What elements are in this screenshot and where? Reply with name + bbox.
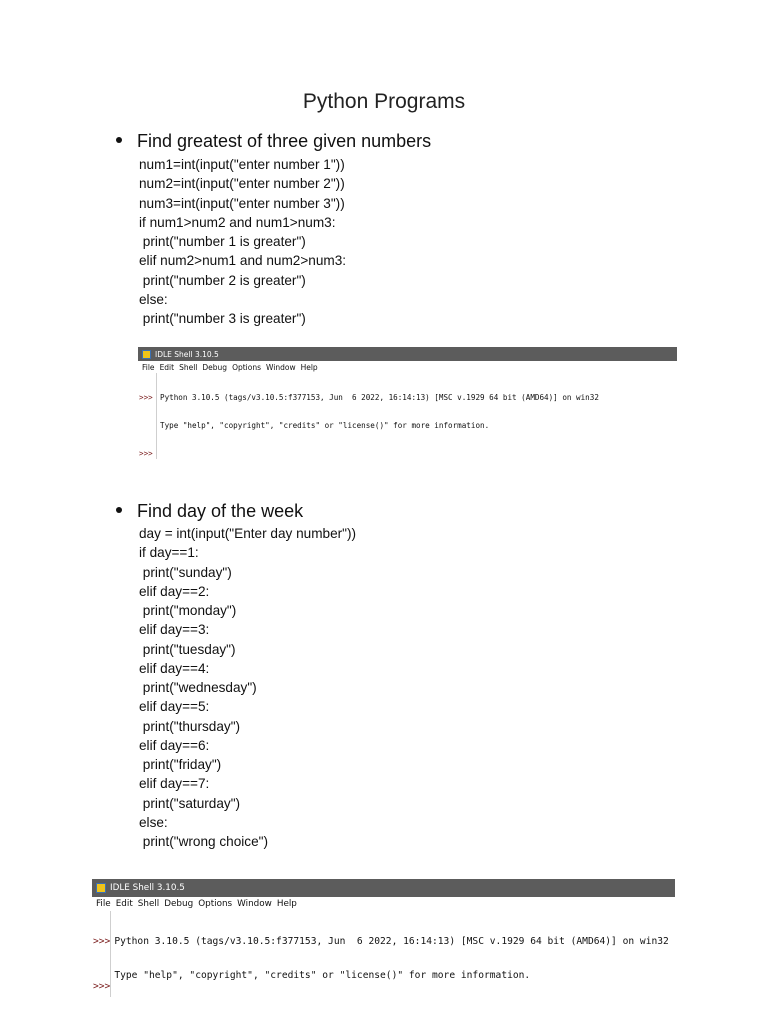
- code-line: print("number 1 is greater"): [139, 234, 306, 249]
- menu-window[interactable]: Window: [266, 362, 296, 372]
- code-line: if day==1:: [139, 545, 199, 561]
- code-line: print("wednesday"): [139, 680, 257, 695]
- idle-menubar: [138, 361, 677, 373]
- prompt: >>>: [93, 981, 111, 993]
- shell-output[interactable]: [157, 373, 599, 459]
- python-idle-icon: [96, 883, 106, 893]
- code-line: else:: [139, 291, 168, 307]
- idle-shell-screenshot-2: [92, 879, 675, 997]
- code-line: if num1>num2 and num1>num3:: [139, 214, 336, 230]
- code-line: print("thursday"): [139, 718, 241, 734]
- menu-help[interactable]: Help: [300, 362, 318, 372]
- banner-line: Type "help", "copyright", "credits" or "license()" for more information.: [114, 970, 531, 982]
- menu-edit[interactable]: Edit: [115, 899, 133, 909]
- code-line: elif day==7:: [139, 776, 210, 792]
- code-line: print("tuesday"): [139, 641, 236, 657]
- code-line: print("friday"): [139, 757, 222, 772]
- code-line: print("saturday"): [139, 795, 241, 811]
- idle-titlebar: [138, 347, 677, 361]
- code-line: print("wrong choice"): [139, 834, 269, 849]
- banner-line: Python 3.10.5 (tags/v3.10.5:f377153, Jun 6 2022, 16:14:13) [MSC v.1929 64 bit (AMD64)] on win32: [160, 392, 599, 402]
- code-line: print("number 2 is greater"): [139, 272, 306, 288]
- page-title: Python Programs: [302, 90, 466, 113]
- idle-shell-screenshot-1: [138, 347, 677, 459]
- menu-options[interactable]: Options: [232, 362, 262, 372]
- prompt-gutter: [92, 911, 111, 997]
- menu-window[interactable]: Window: [237, 899, 272, 909]
- menu-edit[interactable]: Edit: [159, 362, 175, 372]
- code-line: num1=int(input("enter number 1")): [139, 157, 345, 172]
- code-line: print("sunday"): [139, 564, 232, 580]
- section2-heading-text: Find day of the week: [137, 501, 304, 521]
- section1-heading-text: Find greatest of three given numbers: [137, 131, 432, 151]
- menu-shell[interactable]: Shell: [137, 899, 160, 909]
- idle-menubar: [92, 897, 675, 911]
- prompt: >>>: [93, 935, 111, 947]
- python-idle-icon: [142, 350, 151, 359]
- idle-window-title: IDLE Shell 3.10.5: [110, 883, 185, 893]
- code-line: print("monday"): [139, 603, 237, 618]
- menu-options[interactable]: Options: [198, 899, 233, 909]
- code-line: elif day==6:: [139, 737, 210, 753]
- code-line: elif day==3:: [139, 622, 210, 638]
- banner-line: Python 3.10.5 (tags/v3.10.5:f377153, Jun 6 2022, 16:14:13) [MSC v.1929 64 bit (AMD64)] on win32: [114, 935, 669, 947]
- section2-heading: [116, 501, 303, 522]
- code-line: print("number 3 is greater"): [139, 311, 306, 326]
- code-line: num2=int(input("enter number 2")): [139, 176, 345, 192]
- bullet-icon: [116, 507, 122, 513]
- section1-code-block: [139, 155, 346, 328]
- idle-titlebar: [92, 879, 675, 897]
- code-line: elif day==5:: [139, 699, 210, 715]
- prompt: >>>: [139, 392, 153, 402]
- section2-code-block: [139, 524, 356, 851]
- code-line: else:: [139, 814, 168, 830]
- prompt: >>>: [139, 449, 153, 459]
- bullet-icon: [116, 137, 122, 143]
- code-line: elif day==2:: [139, 583, 210, 599]
- code-line: day = int(input("Enter day number")): [139, 526, 357, 541]
- menu-help[interactable]: Help: [276, 899, 297, 909]
- idle-window-title: IDLE Shell 3.10.5: [155, 349, 219, 359]
- code-line: num3=int(input("enter number 3")): [139, 195, 345, 211]
- code-line: elif day==4:: [139, 660, 210, 676]
- banner-line: Type "help", "copyright", "credits" or "license()" for more information.: [160, 421, 490, 431]
- shell-output[interactable]: [111, 911, 675, 997]
- section1-heading: [116, 131, 431, 152]
- menu-file[interactable]: File: [96, 899, 111, 909]
- menu-shell[interactable]: Shell: [179, 362, 198, 372]
- menu-file[interactable]: File: [142, 362, 155, 372]
- menu-debug[interactable]: Debug: [164, 899, 194, 909]
- menu-debug[interactable]: Debug: [202, 362, 228, 372]
- prompt-gutter: [138, 373, 157, 459]
- code-line: elif num2>num1 and num2>num3:: [139, 253, 347, 269]
